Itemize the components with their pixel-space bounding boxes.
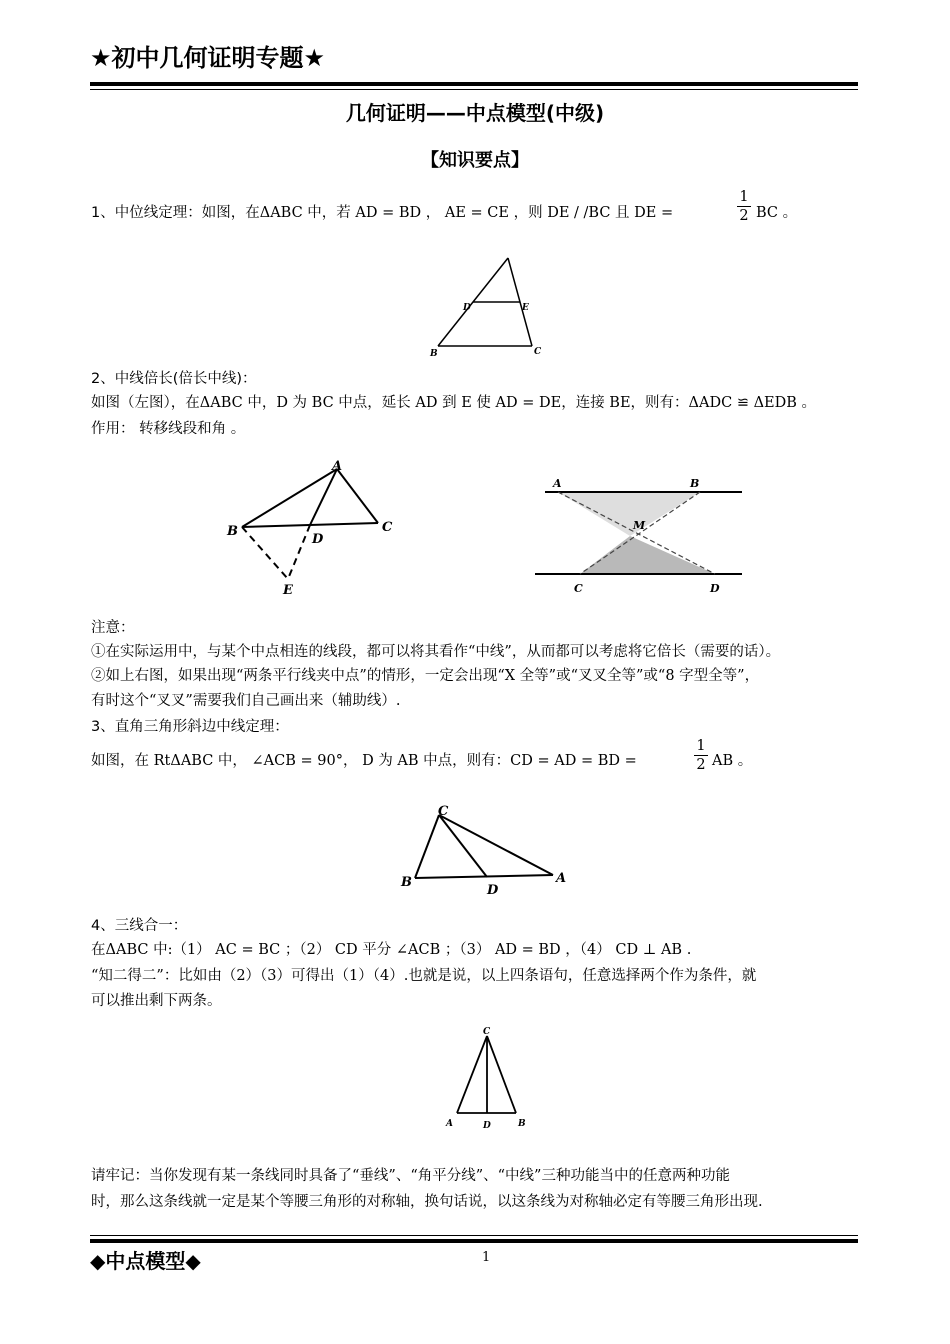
fig5-label-a: A [446,1119,453,1129]
figure-doubling-median [220,455,410,600]
fig4-label-a: A [556,871,567,886]
item1-label: 1、中位线定理 [91,205,188,221]
figure-isosceles-triangle [440,1020,540,1135]
fig1-label-c: C [534,347,542,357]
page-title: 几何证明——中点模型(中级) [345,101,605,125]
header-rule-thin [90,89,858,90]
fig3-label-a: A [553,477,562,490]
figure-right-triangle-median [395,800,580,900]
fig5-label-c: C [483,1027,491,1037]
remember-line2: 时，那么这条线就一定是某个等腰三角形的对称轴，换句话说，以这条线为对称轴必定有等腰三角形出现. [91,1194,763,1210]
fig1-label-d: D [463,303,471,313]
item2-line2: 作用： 转移线段和角 。 [91,421,246,437]
fig2-label-c: C [382,520,393,535]
item4-line2: “知二得二”：比如由（2）（3）可得出（1）（4）.也就是说，以上四条语句，任意选择两个作为条件，就 [91,968,757,984]
item3-heading: 3、直角三角形斜边中线定理： [91,719,289,735]
fig3-label-d: D [710,582,720,595]
note-1: ①在实际运用中，与某个中点相连的线段，都可以将其看作“中线”，从而都可以考虑将它倍长（需要的话）。 [91,644,781,660]
item4-heading: 4、三线合一： [91,918,188,934]
fig2-label-a: A [332,459,343,474]
item3-tail: AB 。 [712,753,753,769]
fig4-label-b: B [401,875,412,890]
item1-tail: BC 。 [756,205,798,221]
fig3-label-m: M [633,519,646,532]
section-heading: 【知识要点】 [421,150,529,171]
item4-line3: 可以推出剩下两条。 [91,993,222,1009]
note-2a: ②如上右图，如果出现“两条平行线夹中点”的情形，一定会出现“X 全等”或“叉叉全等”或“8 字型全等”， [91,668,760,684]
series-title: ★初中几何证明专题★ [90,44,326,72]
remember-line1: 请牢记：当你发现有某一条线同时具备了“垂线”、“角平分线”、“中线”三种功能当中的任意两种功能 [91,1168,730,1184]
fig2-label-d: D [312,532,324,547]
item3-frac-num: 1 [696,738,706,754]
fig1-label-b: B [430,349,438,359]
fig4-label-d: D [487,883,499,898]
fig4-label-c: C [438,804,449,819]
item1-frac-den: 2 [739,208,749,224]
item2-heading: 2、中线倍长(倍长中线)： [91,371,257,387]
fig3-label-b: B [690,477,700,490]
item1-line [91,203,673,223]
figure-midline-triangle [420,250,560,365]
item1-text: ：如图，在ΔABC 中，若 AD = BD ， AE = CE ，则 DE / /BC 且 DE = [187,205,674,221]
footer-label: ◆中点模型◆ [90,1249,201,1273]
item1-frac-num: 1 [739,189,749,205]
footer-rule-thin [90,1235,858,1236]
fig3-label-c: C [574,582,583,595]
page-number: 1 [482,1250,491,1265]
fig2-label-b: B [227,524,238,539]
fig5-label-d: D [483,1121,491,1131]
note-2b: 有时这个“叉叉”需要我们自己画出来（辅助线）. [91,693,401,709]
fig1-label-e: E [522,303,529,313]
item1-fraction [737,188,751,225]
fig2-label-e: E [283,583,293,598]
footer-rule-thick [90,1239,858,1243]
fig5-label-b: B [518,1119,526,1129]
notes-heading: 注意： [91,620,135,636]
figure-parallel-midpoint [530,470,750,605]
item3-fraction [694,737,708,774]
header-rule-thick [90,82,858,86]
item4-line1: 在ΔABC 中:（1） AC = BC ；（2） CD 平分 ∠ACB ；（3） AD = BD ，（4） CD ⊥ AB . [91,942,692,958]
item2-line1: 如图（左图），在ΔABC 中，D 为 BC 中点，延长 AD 到 E 使 AD = DE，连接 BE，则有：ΔADC ≌ ΔEDB 。 [91,395,817,411]
item3-text: 如图，在 RtΔABC 中， ∠ACB = 90°， D 为 AB 中点，则有：CD = AD = BD = [91,753,637,769]
item3-frac-den: 2 [696,757,706,773]
